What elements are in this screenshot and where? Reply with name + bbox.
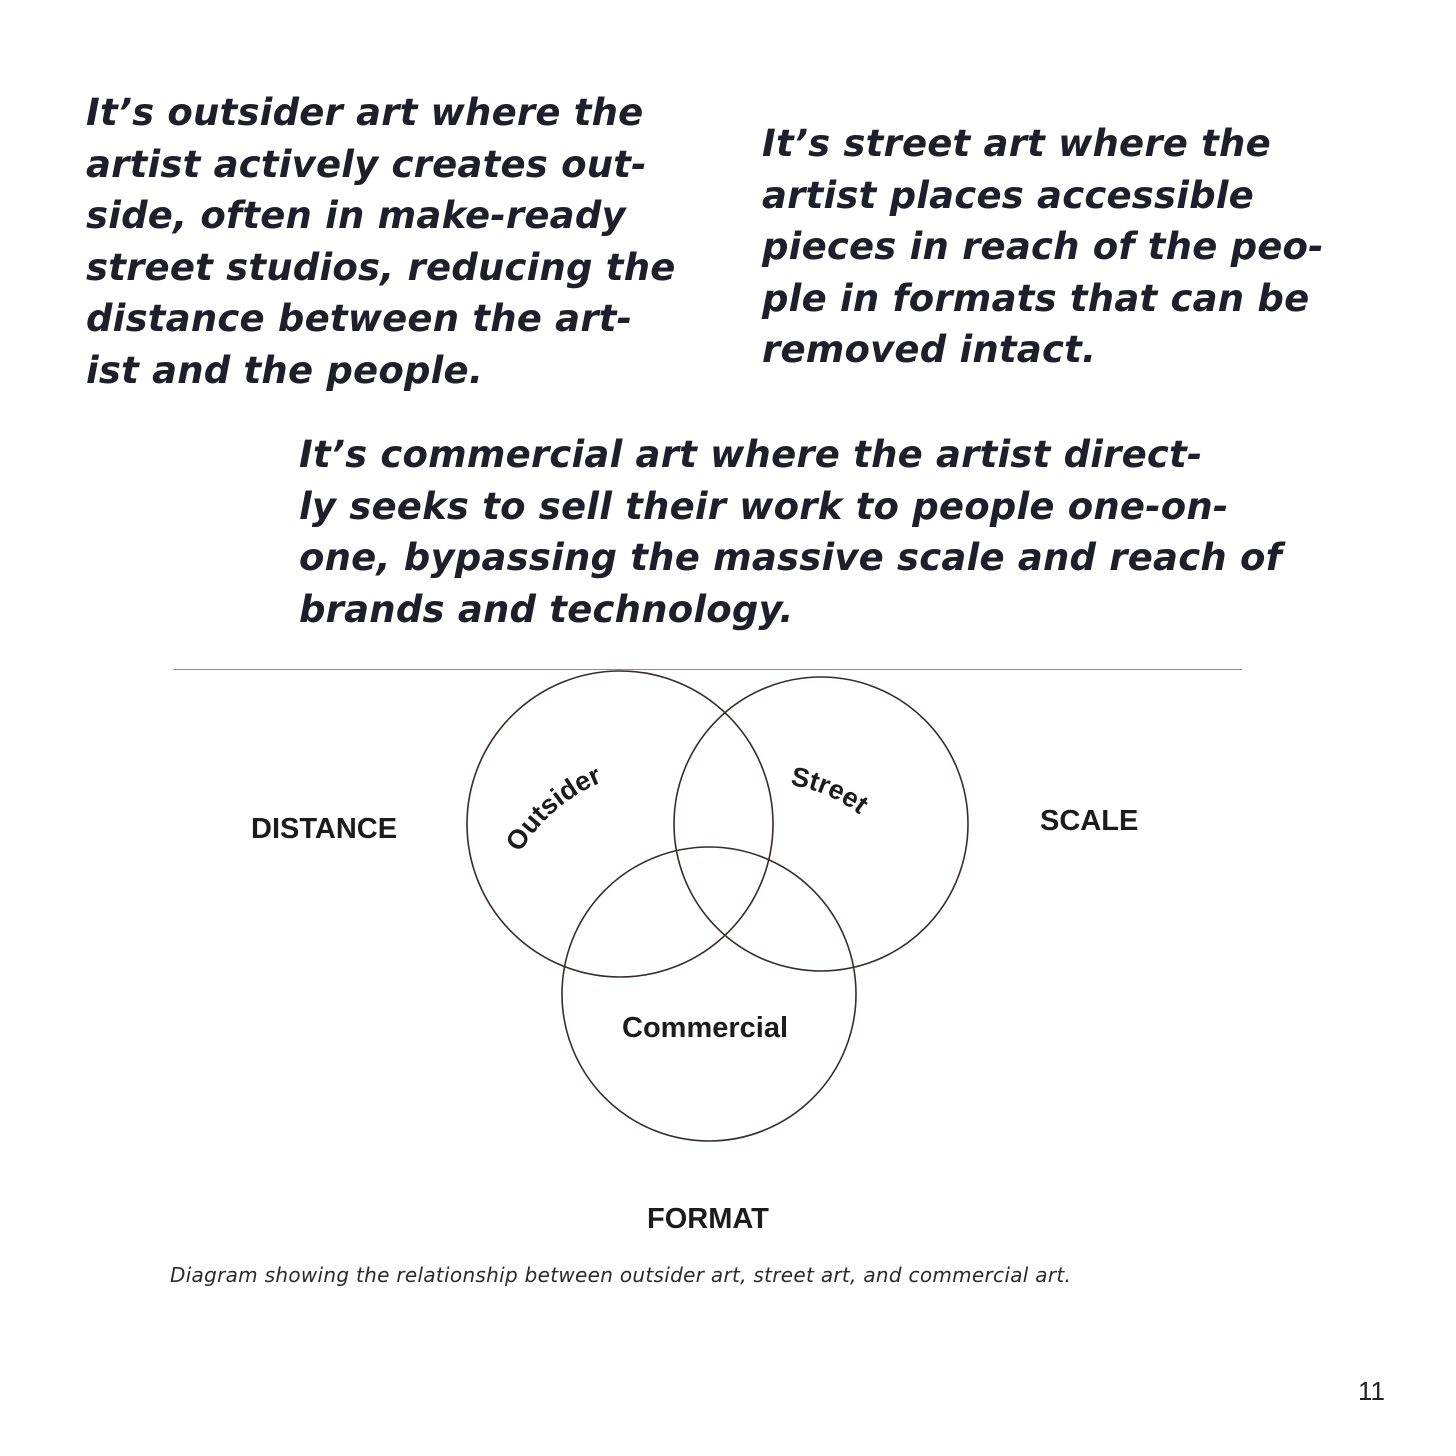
- dimension-label-scale: SCALE: [1040, 805, 1139, 837]
- text-line: It’s street art where the: [762, 122, 1271, 165]
- dimension-label-distance: DISTANCE: [251, 813, 398, 845]
- text-line: artist actively creates out-: [86, 142, 647, 186]
- circle-label-outsider: [500, 760, 606, 857]
- circle-label-commercial: Commercial: [622, 1012, 789, 1044]
- page-number: 11: [1358, 1376, 1385, 1406]
- text-line: street studios, reducing the: [86, 245, 676, 289]
- text-line: removed intact.: [762, 328, 1097, 371]
- circle-label-street-path: Street: [788, 761, 874, 820]
- text-line: distance between the art-: [86, 297, 633, 340]
- diagram-caption: Diagram showing the relationship between outsider art, street art, and commercial art.: [170, 1263, 1072, 1287]
- text-line: pieces in reach of the peo-: [762, 225, 1324, 268]
- text-line: It’s commercial art where the artist direct-: [299, 433, 1203, 476]
- dimension-label-format: FORMAT: [647, 1203, 769, 1235]
- circle-street: [674, 677, 968, 971]
- text-line: ist and the people.: [86, 348, 484, 392]
- text-line: ple in formats that can be: [762, 276, 1310, 320]
- text-line: artist places accessible: [762, 173, 1254, 217]
- circle-commercial: [562, 847, 856, 1141]
- text-line: side, often in make-ready: [86, 194, 626, 237]
- text-line: ly seeks to sell their work to people one-on-: [299, 484, 1229, 528]
- text-line: brands and technology.: [299, 587, 794, 631]
- circle-label-outsider-path: Outsider: [499, 759, 606, 857]
- circle-label-street: [789, 761, 874, 819]
- text-line: It’s outsider art where the: [86, 91, 644, 134]
- text-line: one, bypassing the massive scale and reach of: [299, 536, 1282, 579]
